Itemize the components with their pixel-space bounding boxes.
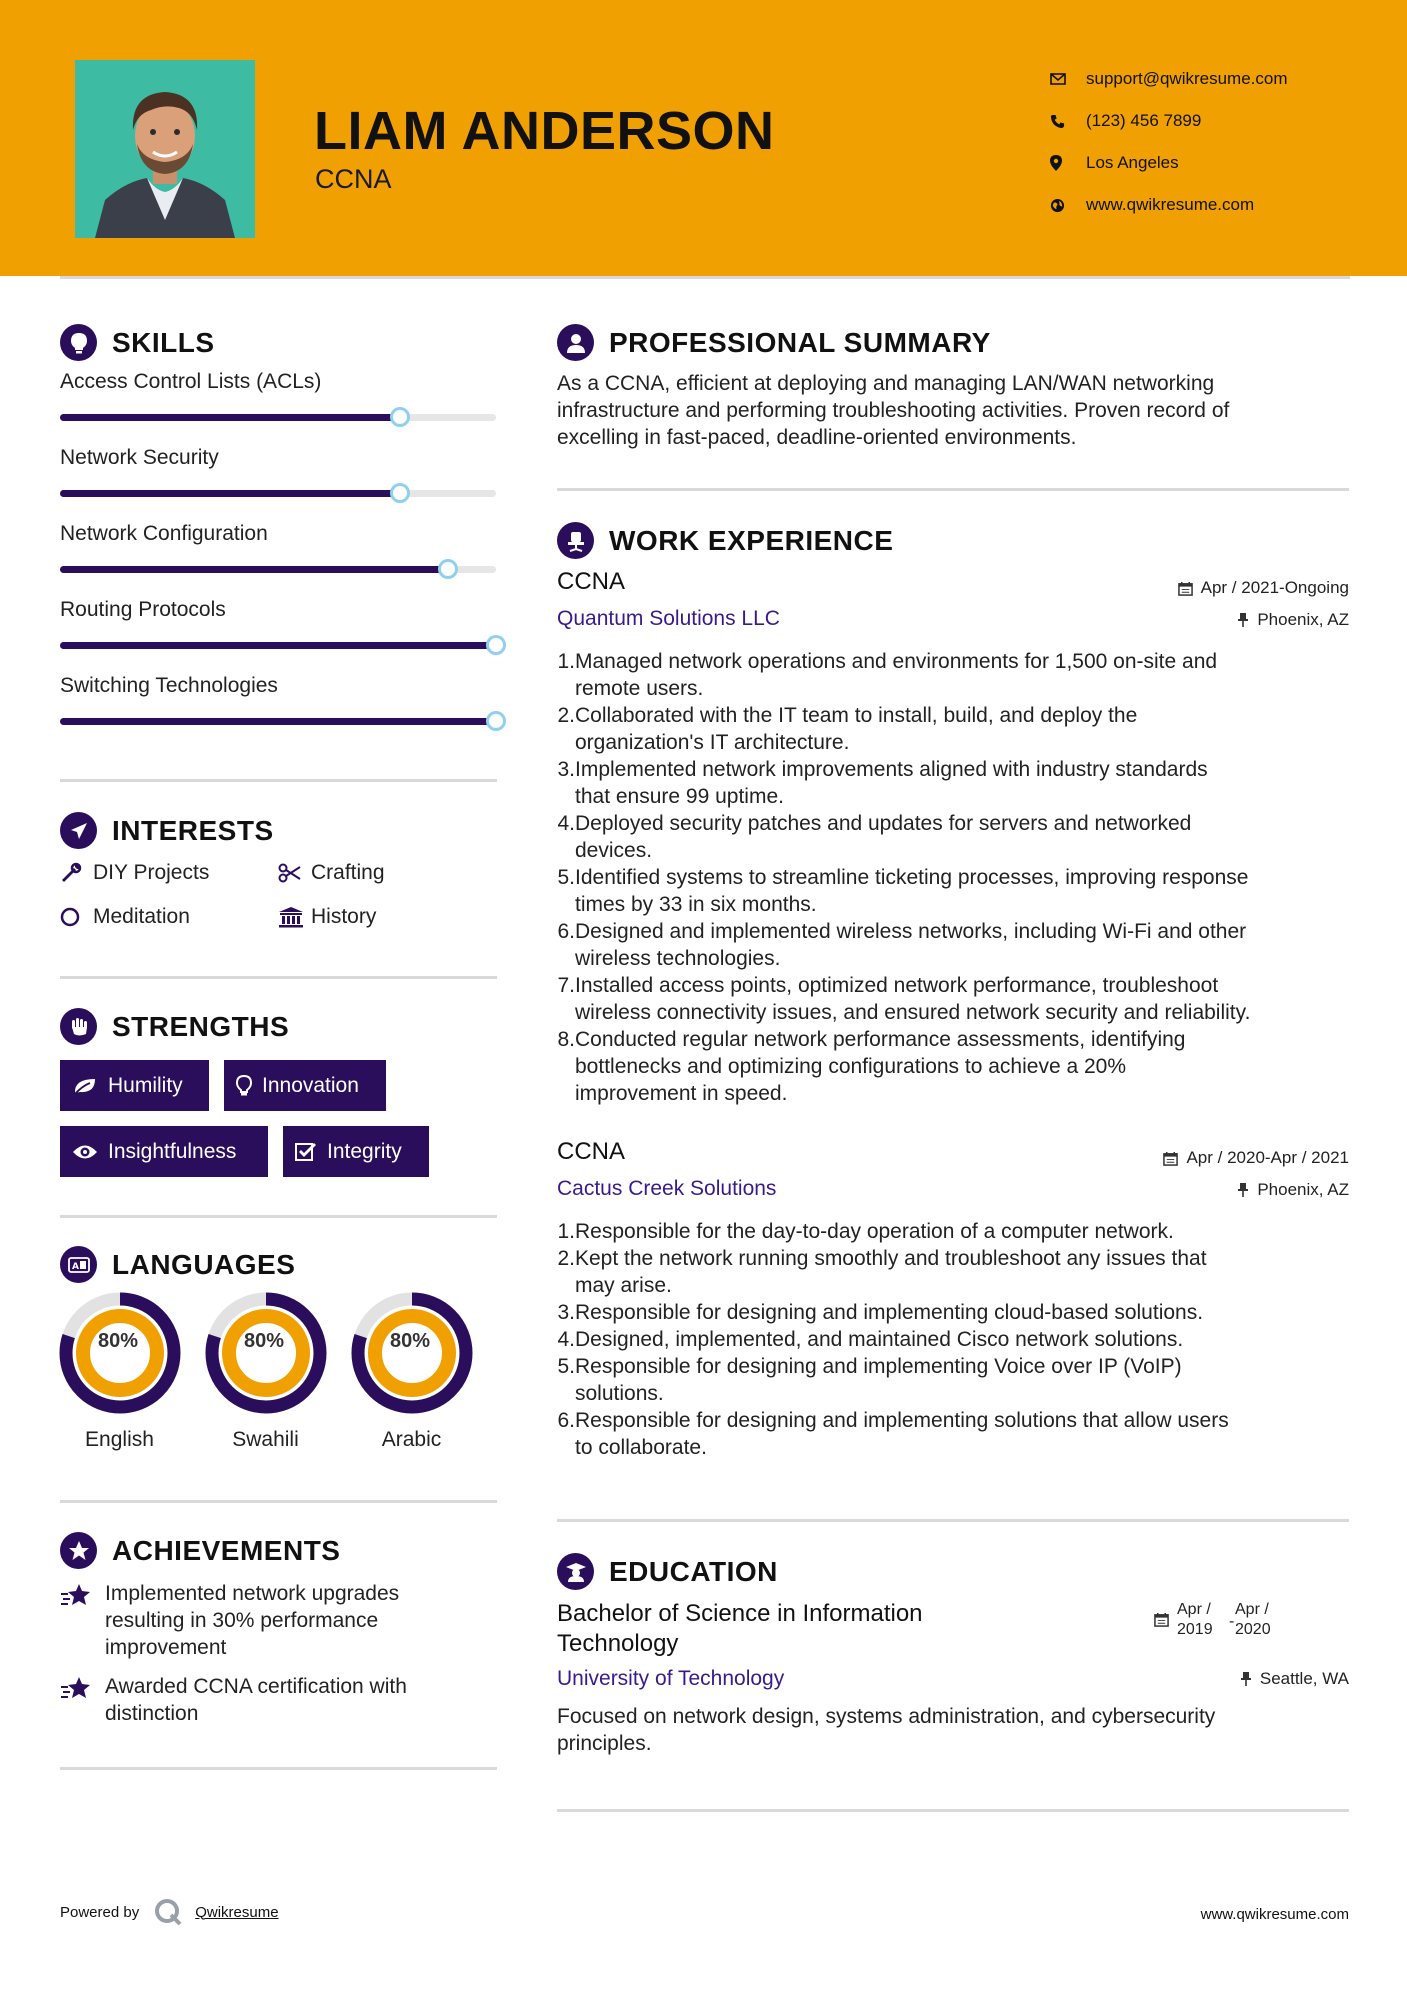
wrench-icon — [60, 862, 93, 884]
skill-bar-knob — [438, 559, 458, 579]
degree-line: Technology — [557, 1630, 679, 1657]
contact-phone[interactable] — [1050, 100, 1288, 142]
language-percent: 80% — [97, 1330, 139, 1352]
skill-bar — [60, 414, 496, 421]
map-pin-icon — [1050, 155, 1086, 171]
job-location-text: Phoenix, AZ — [1257, 1180, 1349, 1199]
svg-text:A: A — [71, 1261, 79, 1272]
contact-email[interactable] — [1050, 58, 1288, 100]
strength-label: Humility — [108, 1073, 183, 1097]
section-divider — [60, 1500, 497, 1503]
section-divider — [557, 1519, 1349, 1522]
language-label: Swahili — [232, 1428, 299, 1451]
list-item: 2. Kept the network running smoothly and troubleshoot any issues that may arise. — [557, 1247, 1207, 1297]
skill-bar-knob — [390, 483, 410, 503]
school-name: University of Technology — [557, 1667, 785, 1690]
calendar-icon — [1154, 1600, 1169, 1627]
achievement-item — [60, 1673, 500, 1727]
list-item: 6. Designed and implemented wireless networks, including Wi-Fi and other wireless technologies. — [557, 920, 1247, 970]
phone-icon — [1050, 114, 1086, 129]
job-location-text: Phoenix, AZ — [1257, 610, 1349, 629]
summary-line: infrastructure and performing troubleshooting activities. Proven record of — [557, 399, 1230, 422]
skill-bar-fill — [60, 490, 400, 497]
museum-icon — [278, 906, 311, 928]
degree-title — [557, 1599, 923, 1659]
languages-title: LANGUAGES — [112, 1248, 296, 1280]
candidate-name: LIAM ANDERSON — [314, 101, 775, 161]
language-percent: 80% — [389, 1330, 431, 1352]
skill-item — [60, 446, 500, 476]
profile-photo — [75, 60, 255, 238]
language-label: English — [85, 1428, 154, 1451]
job-duties-list — [555, 1218, 1355, 1461]
list-item: 3. Implemented network improvements aligned with industry standards that ensure 99 uptime. — [557, 758, 1208, 808]
contact-phone-text: (123) 456 7899 — [1086, 111, 1202, 130]
language-ring — [59, 1292, 181, 1414]
strength-badge — [283, 1126, 429, 1177]
list-item: 4. Designed, implemented, and maintained Cisco network solutions. — [557, 1328, 1184, 1351]
contact-website-text: www.qwikresume.com — [1086, 195, 1255, 214]
lightbulb-icon — [236, 1075, 252, 1097]
list-item: 1. Responsible for the day-to-day operation of a computer network. — [557, 1220, 1174, 1243]
interest-label: DIY Projects — [93, 861, 210, 884]
list-item: 3. Responsible for designing and implementing cloud-based solutions. — [557, 1301, 1204, 1324]
skill-label: Switching Technologies — [60, 674, 278, 697]
degree-line: Bachelor of Science in Information — [557, 1600, 923, 1627]
list-item: 2. Collaborated with the IT team to install, build, and deploy the organization's IT architecture. — [557, 704, 1138, 754]
language-item — [349, 1292, 474, 1452]
skill-bar-fill — [60, 642, 496, 649]
lightbulb-icon — [60, 324, 97, 361]
job-title: CCNA — [557, 568, 626, 595]
education-start-year: 2019 — [1177, 1621, 1213, 1638]
education-desc-line: Focused on network design, systems administration, and cybersecurity — [557, 1705, 1216, 1728]
summary-title: PROFESSIONAL SUMMARY — [609, 326, 991, 358]
envelope-icon — [1050, 73, 1086, 85]
strength-badge — [60, 1126, 268, 1177]
list-item: 4. Deployed security patches and updates for servers and networked devices. — [557, 812, 1192, 862]
skills-title: SKILLS — [112, 326, 215, 358]
achievement-text: distinction — [105, 1702, 199, 1725]
company-name: Cactus Creek Solutions — [557, 1177, 777, 1200]
language-item — [203, 1292, 328, 1452]
interest-label: History — [311, 905, 377, 928]
contact-email-text: support@qwikresume.com — [1086, 69, 1288, 88]
job-date — [1163, 1148, 1349, 1168]
skill-label: Network Security — [60, 446, 219, 469]
interest-label: Crafting — [311, 861, 385, 884]
education-description — [557, 1703, 1357, 1757]
resume-header — [0, 0, 1407, 276]
skill-bar — [60, 490, 496, 497]
skill-bar — [60, 718, 496, 725]
strength-badge — [224, 1060, 386, 1111]
strength-badge — [60, 1060, 209, 1111]
section-divider — [557, 488, 1349, 491]
summary-line: As a CCNA, efficient at deploying and managing LAN/WAN networking — [557, 372, 1215, 395]
list-item: 7. Installed access points, optimized network performance, troubleshoot wireless connectivity issues, and ensured network security and reliability. — [557, 974, 1251, 1024]
candidate-role: CCNA — [315, 164, 392, 194]
star-badge-icon — [60, 1532, 97, 1569]
job-duties-list — [555, 648, 1355, 1107]
job-location — [1237, 610, 1349, 630]
skill-bar-fill — [60, 718, 496, 725]
interest-item — [60, 905, 190, 929]
interests-title: INTERESTS — [112, 814, 274, 846]
shooting-star-icon — [60, 1673, 105, 1727]
work-heading — [557, 522, 893, 559]
skill-label: Network Configuration — [60, 522, 268, 545]
user-icon — [557, 324, 594, 361]
skill-bar-knob — [486, 711, 506, 731]
summary-heading — [557, 324, 991, 361]
language-label: Arabic — [381, 1428, 442, 1451]
achievements-heading — [60, 1532, 340, 1569]
job-date-text: Apr / 2021-Ongoing — [1200, 578, 1349, 597]
powered-by-text: Powered by — [60, 1903, 140, 1921]
skill-bar — [60, 642, 496, 649]
list-item: 5. Identified systems to streamline ticketing processes, improving response times by 33 in six months. — [557, 866, 1249, 916]
section-divider — [60, 779, 497, 782]
section-divider — [60, 1767, 497, 1770]
achievement-text: Implemented network upgrades — [105, 1582, 400, 1605]
work-title: WORK EXPERIENCE — [609, 524, 894, 556]
education-end-year: 2020 — [1235, 1621, 1271, 1638]
job-location — [1237, 1180, 1349, 1200]
interest-item — [278, 861, 385, 885]
skill-bar-knob — [390, 407, 410, 427]
strengths-title: STRENGTHS — [112, 1010, 290, 1042]
skill-label: Access Control Lists (ACLs) — [60, 370, 322, 393]
language-ring — [205, 1292, 327, 1414]
contact-website[interactable] — [1050, 184, 1288, 226]
section-divider — [60, 1215, 497, 1218]
summary-text — [557, 370, 1357, 451]
section-divider — [557, 1809, 1349, 1812]
education-desc-line: principles. — [557, 1732, 652, 1755]
skills-heading — [60, 324, 215, 361]
strength-label: Innovation — [262, 1073, 359, 1097]
strengths-heading — [60, 1008, 289, 1045]
qwikresume-logo-icon — [153, 1897, 183, 1927]
language-ring — [351, 1292, 473, 1414]
leaf-icon — [72, 1076, 98, 1096]
skill-item — [60, 598, 500, 628]
pushpin-icon — [1240, 1671, 1252, 1687]
language-percent: 80% — [243, 1330, 285, 1352]
header-divider — [60, 276, 1350, 279]
language-item — [57, 1292, 182, 1452]
calendar-icon — [1163, 1151, 1178, 1166]
interest-item — [60, 861, 209, 885]
interests-heading — [60, 812, 274, 849]
qwikresume-link[interactable]: Qwikresume — [195, 1903, 279, 1921]
calendar-icon — [1178, 581, 1193, 596]
education-date — [1154, 1600, 1271, 1640]
education-end: Apr / — [1235, 1601, 1269, 1618]
strength-label: Integrity — [327, 1139, 402, 1163]
interest-label: Meditation — [93, 905, 190, 928]
education-heading — [557, 1553, 778, 1590]
globe-icon — [1050, 198, 1086, 213]
shooting-star-icon — [60, 1580, 105, 1661]
footer-powered-by — [60, 1897, 279, 1927]
list-item: 6. Responsible for designing and implementing solutions that allow users to collaborate. — [557, 1409, 1229, 1459]
office-chair-icon — [557, 522, 594, 559]
education-start: Apr / — [1177, 1601, 1211, 1618]
education-location-text: Seattle, WA — [1259, 1669, 1349, 1688]
skill-bar-fill — [60, 566, 448, 573]
list-item: 8. Conducted regular network performance assessments, identifying bottlenecks and optimizing configurations to achieve a 20% improvement in speed. — [557, 1028, 1186, 1105]
skill-item — [60, 674, 500, 704]
list-item: 1. Managed network operations and environments for 1,500 on-site and remote users. — [557, 650, 1218, 700]
contact-location — [1050, 142, 1288, 184]
scissors-icon — [278, 863, 311, 883]
section-divider — [60, 976, 497, 979]
checkbox-icon — [295, 1142, 317, 1162]
education-location — [1240, 1669, 1349, 1689]
skill-item — [60, 370, 500, 400]
skill-bar-knob — [486, 635, 506, 655]
achievement-item — [60, 1580, 500, 1661]
fist-icon — [60, 1008, 97, 1045]
pushpin-icon — [1237, 612, 1249, 628]
contact-location-text: Los Angeles — [1086, 153, 1179, 172]
pushpin-icon — [1237, 1182, 1249, 1198]
education-title: EDUCATION — [609, 1555, 778, 1587]
list-item: 5. Responsible for designing and implementing Voice over IP (VoIP) solutions. — [557, 1355, 1182, 1405]
company-name: Quantum Solutions LLC — [557, 607, 780, 630]
contact-list — [1050, 58, 1288, 226]
achievement-text: Awarded CCNA certification with — [105, 1675, 407, 1698]
job-date-text: Apr / 2020-Apr / 2021 — [1186, 1148, 1349, 1167]
education-date-sep: - — [1229, 1613, 1235, 1630]
languages-heading — [60, 1246, 295, 1283]
paper-plane-icon — [60, 812, 97, 849]
circle-icon — [60, 906, 93, 928]
achievement-text: resulting in 30% performance — [105, 1609, 379, 1632]
graduate-icon — [557, 1553, 594, 1590]
skill-item — [60, 522, 500, 552]
footer-url[interactable]: www.qwikresume.com — [1200, 1906, 1349, 1923]
language-icon — [60, 1246, 97, 1283]
summary-line: excelling in fast-paced, deadline-oriented environments. — [557, 426, 1077, 449]
skill-bar-fill — [60, 414, 400, 421]
skill-bar — [60, 566, 496, 573]
interest-item — [278, 905, 376, 929]
achievement-text: improvement — [105, 1636, 227, 1659]
strength-label: Insightfulness — [108, 1139, 237, 1163]
skill-label: Routing Protocols — [60, 598, 226, 621]
achievements-title: ACHIEVEMENTS — [112, 1534, 341, 1566]
eye-icon — [72, 1143, 98, 1161]
job-title: CCNA — [557, 1138, 626, 1165]
job-date — [1178, 578, 1349, 598]
